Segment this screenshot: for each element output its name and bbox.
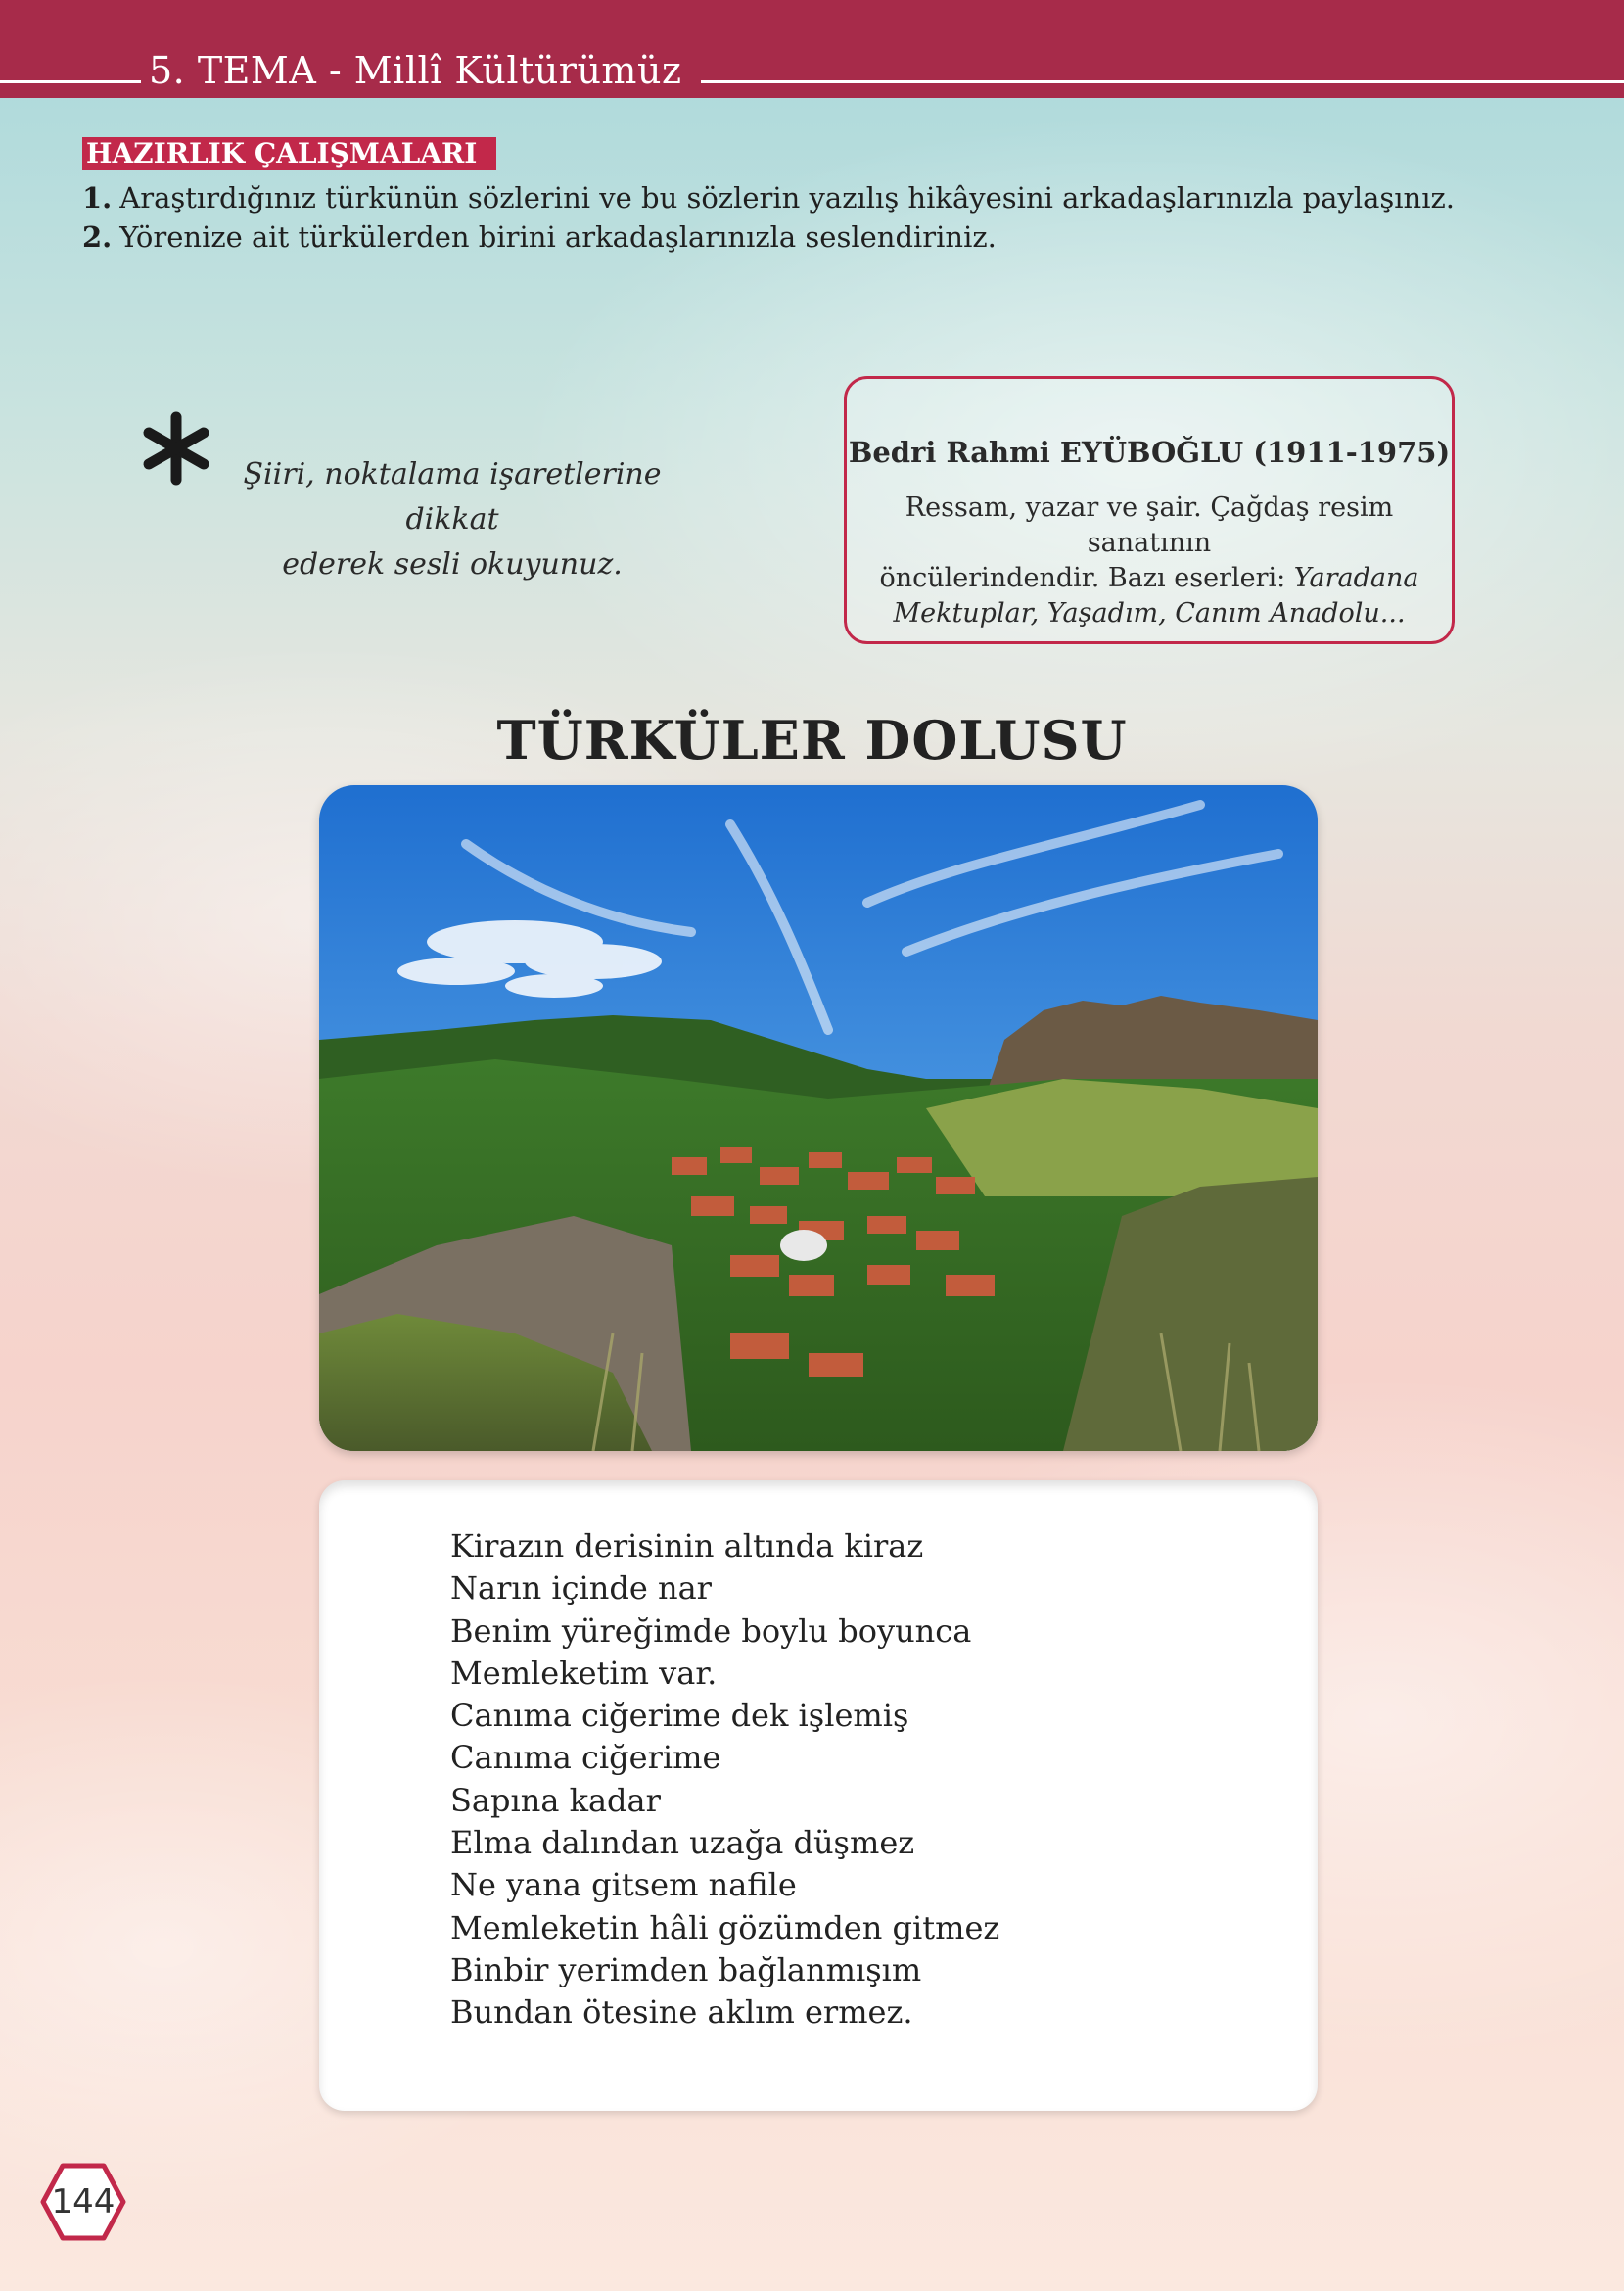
header-rule-right — [701, 80, 1624, 83]
instruction-line: ederek sesli okuyunuz. — [282, 547, 623, 582]
poem-line: Memleketim var. — [450, 1654, 718, 1692]
page-number: 144 — [51, 2182, 116, 2221]
works-list: Mektuplar, Yaşadım, Canım Anadolu... — [893, 598, 1406, 629]
poem-line: Benim yüreğimde boylu boyunca — [450, 1612, 972, 1650]
poem-text — [450, 1525, 999, 2034]
poem-line: Kirazın derisinin altında kiraz — [450, 1527, 924, 1565]
poem-line: Canıma ciğerime dek işlemiş — [450, 1697, 909, 1735]
poem-title: TÜRKÜLER DOLUSU — [496, 709, 1128, 771]
poem-line: Elma dalından uzağa düşmez — [450, 1824, 915, 1862]
landscape-illustration — [319, 785, 1318, 1451]
author-info-box — [844, 376, 1455, 644]
author-name: Bedri Rahmi EYÜBOĞLU (1911-1975) — [848, 436, 1451, 469]
poem-card — [319, 1480, 1318, 2111]
preparation-item — [82, 178, 1455, 217]
description-line — [862, 561, 1436, 596]
description-text: öncülerindendir. Bazı eserleri: — [879, 563, 1294, 593]
village-landscape-photo — [319, 785, 1318, 1451]
preparation-item — [82, 217, 1455, 257]
poem-line: Binbir yerimden bağlanmışım — [450, 1950, 922, 1988]
item-text: Araştırdığınız türkünün sözlerini ve bu sözlerin yazılış hikâyesini arkadaşlarınızla paylaşınız. — [119, 181, 1455, 214]
reading-instruction — [217, 452, 687, 587]
author-description — [847, 491, 1452, 631]
item-text: Yörenize ait türkülerden birini arkadaşlarınızla seslendiriniz. — [119, 220, 997, 254]
poem-line: Memleketin hâli gözümden gitmez — [450, 1908, 1000, 1946]
item-number: 1. — [82, 181, 113, 214]
preparation-list — [82, 178, 1455, 257]
preparation-label: HAZIRLIK ÇALIŞMALARI — [82, 137, 496, 170]
poem-line: Ne yana gitsem nafile — [450, 1866, 797, 1904]
page-number-badge — [39, 2162, 127, 2242]
instruction-line: Şiiri, noktalama işaretlerine dikkat — [243, 457, 662, 537]
works-title: Yaradana — [1293, 563, 1419, 593]
item-number: 2. — [82, 220, 113, 254]
poem-line: Narın içinde nar — [450, 1569, 712, 1608]
poem-line: Bundan ötesine aklım ermez. — [450, 1993, 913, 2032]
theme-title: 5. TEMA - Millî Kültürümüz — [149, 49, 682, 92]
description-line: Ressam, yazar ve şair. Çağdaş resim sanatının — [905, 492, 1394, 558]
header-rule-left — [0, 80, 141, 83]
poem-line: Canıma ciğerime — [450, 1739, 721, 1777]
poem-line: Sapına kadar — [450, 1781, 661, 1819]
asterisk-icon — [137, 409, 215, 488]
